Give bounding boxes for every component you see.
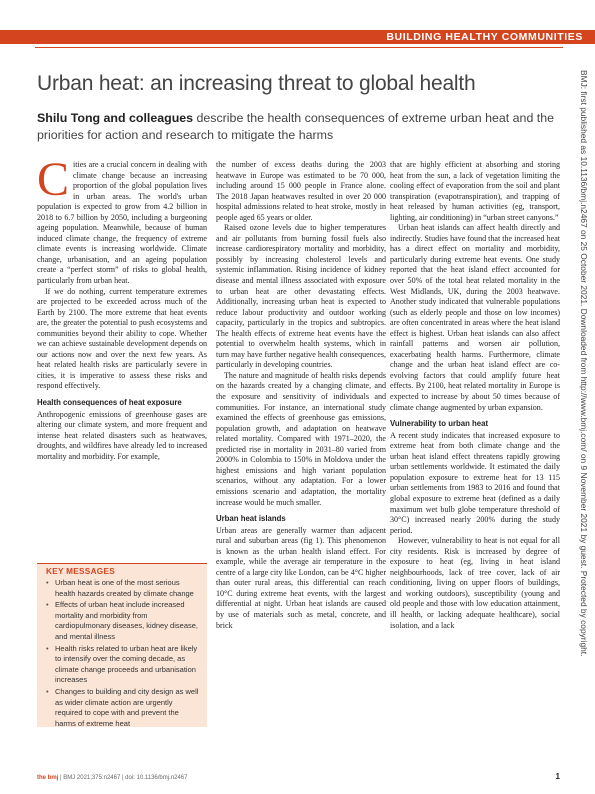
key-message-item: • Effects of urban heat include increased mortality and morbidity from cardiopulmonary diseases, kidney disease, and mental illness xyxy=(46,600,201,642)
section-label: BUILDING HEALTHY COMMUNITIES xyxy=(386,31,583,43)
drop-cap: C xyxy=(37,153,70,206)
key-messages-title: KEY MESSAGES xyxy=(46,567,115,576)
key-messages-box xyxy=(37,563,207,727)
article-title: Urban heat: an increasing threat to global health xyxy=(37,72,476,95)
subheading: Vulnerability to urban heat xyxy=(390,419,489,429)
standfirst xyxy=(37,110,557,144)
key-messages-list xyxy=(37,578,207,729)
copyright-sidebar xyxy=(576,70,591,760)
paragraph: that are highly efficient at absorbing and storing heat from the sun, a lack of vegetation limiting the cooling effect of evaporation from the soil and plant transpiration (evapotranspiration), and trapping of heat released by human activities (eg, transport, lighting, air conditioning) in “urban street canyons.” xyxy=(390,160,560,222)
key-message-item: • Health risks related to urban heat are likely to intensify over the coming decade, as climate change proceeds and urbanisation increases xyxy=(46,644,201,686)
paragraph: Anthropogenic emissions of greenhouse gases are altering our climate system, and more frequent and intense heat related disasters such as heatwaves, droughts, and wildfires have already led to increased mortality and morbidity. For example, xyxy=(37,409,207,461)
paragraph: the number of excess deaths during the 2003 heatwave in Europe was estimated to be 70 000, including around 15 000 people in France alone. The 2018 Japan heatwaves resulted in over 20 000 hospital admissions related to heat stroke, mostly in people aged 65 years or older. xyxy=(216,160,386,222)
column-1 xyxy=(37,153,207,462)
column-3 xyxy=(390,160,560,631)
paragraph: However, vulnerability to heat is not equal for all city residents. Risk is increased by degree of exposure to heat (eg, living in heat island neighbourhoods, lack of tree cover, lack of air conditioning, living on upper floors of buildings, and working outdoors), susceptibility (young and old people and those with low education attainment, ill health, or lacking adequate healthcare), social isolation, and a lack xyxy=(390,536,560,630)
header-rule xyxy=(35,47,563,48)
paragraph: The nature and magnitude of health risks depends on the hazards created by a changing climate, and the exposure and sensitivity of individuals and communities. For instance, an international study examined the effects of greenhouse gas emissions, population growth, and adaptation on heatwave related mortality. Compared with 1971–2020, the predicted rise in mortality in 2031–80 varied from 2000% in Colombia to 150% in Moldova under the highest emissions and high variant population scenarios, without any adaptation. For a lower emissions scenario and adaptation, the mortality increase would be much smaller. xyxy=(216,370,386,507)
key-message-item: • Changes to building and city design as well as wider climate action are urgently required to cope with and prevent the harms of extreme heat xyxy=(46,687,201,729)
paragraph: Urban areas are generally warmer than adjacent rural and suburban areas (fig 1). This phenomenon is known as the urban health island effect. For example, while the average air temperature in the centre of a large city like London, can be 4°C higher than outer rural areas, this differential can reach 10°C during extreme heat events, with the largest differential at night. Urban heat islands are caused by use of materials such as metal, concrete, and brick xyxy=(216,525,386,630)
page-number: 1 xyxy=(555,772,560,781)
citation: | BMJ 2021;375:n2467 | doi: 10.1136/bmj.n2467 xyxy=(60,775,188,781)
copyright-text: BMJ: first published as 10.1136/bmj.n2467 on 25 October 2021. Downloaded from http://www.bmj.com/ on 9 November 2021 by guest. Protected by copyright. xyxy=(579,70,589,657)
subheading: Urban heat islands xyxy=(216,514,286,524)
authors: Shilu Tong and colleagues xyxy=(37,111,194,125)
subheading: Health consequences of heat exposure xyxy=(37,398,182,408)
paragraph: A recent study indicates that increased exposure to extreme heat from both climate change and the urban heat island effect threatens rapidly growing urban settlements worldwide. It estimated the daily population exposure to extreme heat for 13 115 urban settlements from 1983 to 2016 and found that global exposure to extreme heat (defined as a daily maximum wet bulb globe temperature threshold of 30°C) increased nearly 200% during the study period. xyxy=(390,430,560,535)
key-message-item: • Urban heat is one of the most serious health hazards created by climate change xyxy=(46,578,201,599)
paragraph: Raised ozone levels due to higher temperatures and air pollutants from burning fossil fuels also increase cardiorespiratory mortality and morbidity, possibly by increasing cholesterol levels and systemic inflammation. Rising incidence of kidney disease and mental illness associated with exposure to urban heat are other devastating effects. Additionally, increasing urban heat is expected to reduce labour productivity and outdoor working capacity, particularly in the tropics and subtropics. The health effects of extreme heat events have the potential to overwhelm health systems, which in turn may have further negative health consequences, particularly in developing countries. xyxy=(216,223,386,370)
paragraph: If we do nothing, current temperature extremes are projected to be exceeded across much of the Earth by 2100. The more extreme that heat events are, the greater the potential to push ecosystems and communities beyond their ability to cope. Whether we can achieve sustainable development depends on our actions now and over the next few years. As heat related health risks are particularly severe in cities, it is imperative to assess these risks and respond effectively. xyxy=(37,286,207,391)
standfirst-text: describe the health consequences of extreme urban heat and the priorities for action and research to mitigate the harms xyxy=(37,111,555,142)
column-2 xyxy=(216,160,386,631)
bmj-logo: the bmj xyxy=(37,775,59,781)
paragraph: Urban heat islands can affect health directly and indirectly. Studies have found that the increased heat has a direct effect on mortality and morbidity, particularly during extreme heat events. One study reported that the heat island effect accounted for over 50% of the total heat related mortality in the West Midlands, UK, during the 2003 heatwave. Another study indicated that vulnerable populations (such as elderly people and those on low incomes) are often concentrated in areas where the heat island effect is highest. Urban heat islands can also affect rainfall patterns and worsen air pollution, exacerbating health harms. Furthermore, climate change and the urban heat island effect are co-evolving factors that could amplify future heat effects. By 2100, heat related mortality in Europe is expected to increase by about 50 times because of climate change augmented by urban expansion. xyxy=(390,223,560,412)
paragraph xyxy=(37,153,207,287)
footer xyxy=(37,775,187,781)
paragraph-text: ities are a crucial concern in dealing with climate change because an increasing proportion of the global population lives in urban areas. The world's urban population is expected to grow from 4.2 billion in 2018 to 6.7 billion by 2050, including a burgeoning ageing population. Meanwhile, because of human induced climate change, the frequency of extreme climate events is increasing worldwide. Climate change, urbanisation, and an ageing population create a “perfect storm” of risks to global health, particularly from urban heat. xyxy=(37,160,207,286)
